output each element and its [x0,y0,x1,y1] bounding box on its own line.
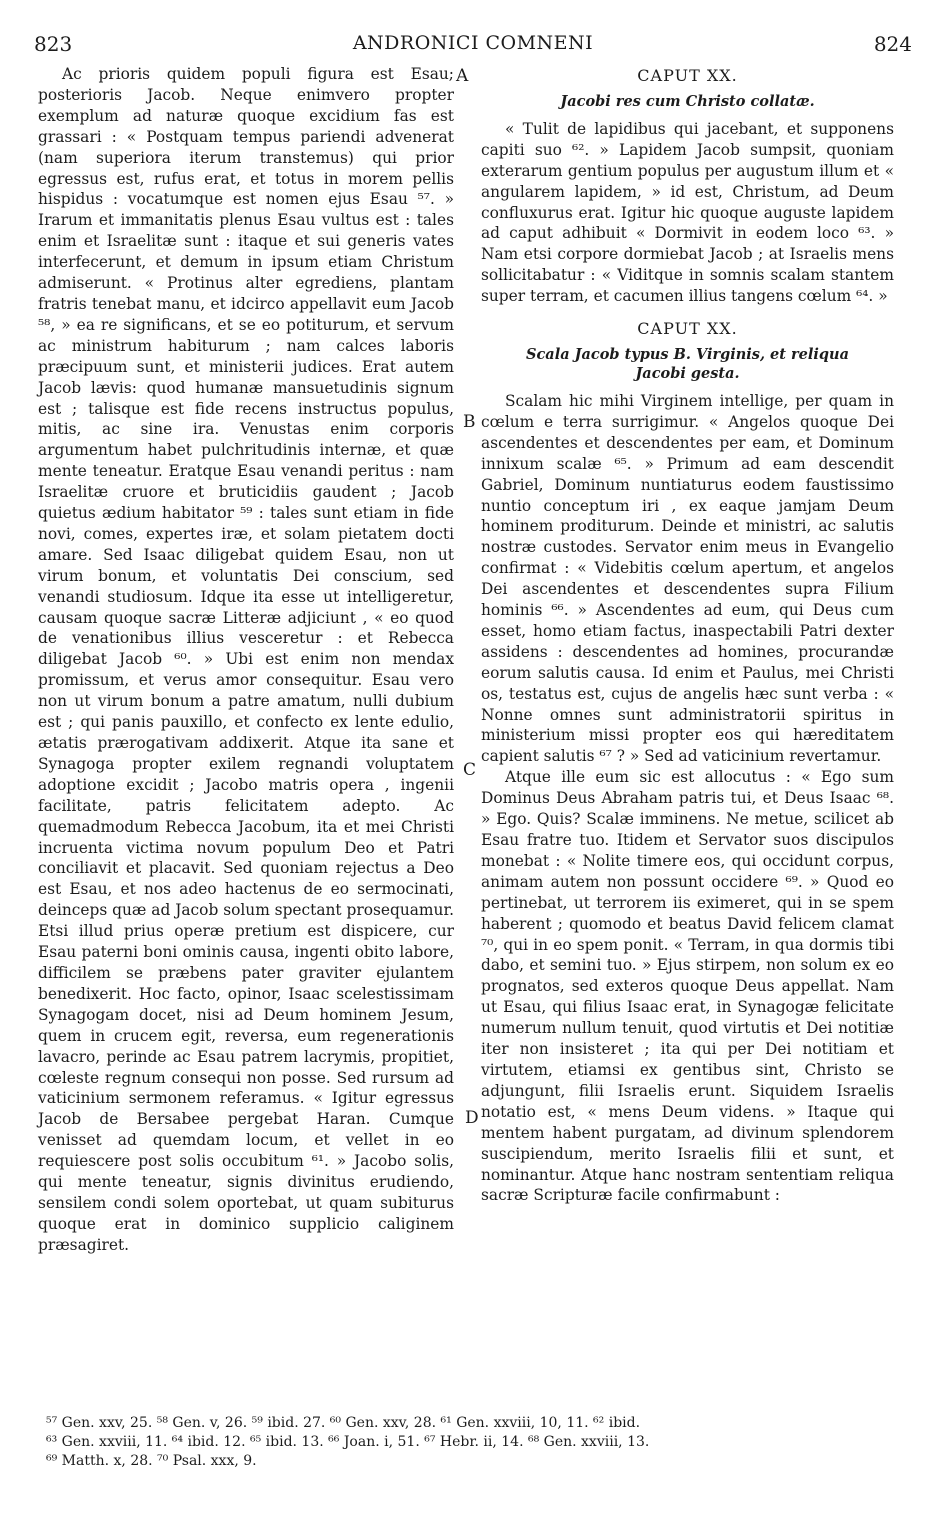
footnote-line: ⁶⁹ Matth. x, 28. ⁷⁰ Psal. xxx, 9. [46,1453,257,1469]
chapter-subtitle-line: Scala Jacob typus B. Virginis, et reliqua [526,345,849,363]
body-paragraph: « Tulit de lapidibus qui jacebant, et supponens capiti suo ⁶². » Lapidem Jacob sumpsit, quoniam exterarum gentium populus per augustum illum et « angularem lapidem, » id est, Christum, ad Deum confluxurus erat. Igitur hic quoque auguste lapidem ad caput adhibuit « Dormivit in eodem loco ⁶³. » Nam etsi corpore dormiebat Jacob ; at Israelis mens sollicitabatur : « Viditque in somnis scalam stantem super terram, et cacumen illius tangens cœlum ⁶⁴. » [481,119,894,306]
footnote-line: ⁵⁷ Gen. xxv, 25. ⁵⁸ Gen. v, 26. ⁵⁹ ibid. 27. ⁶⁰ Gen. xxv, 28. ⁶¹ Gen. xxviii, 10, 11. ⁶² ibid. [46,1415,641,1431]
chapter-heading: CAPUT XX. [637,66,738,85]
chapter-subtitle: Jacobi res cum Christo collatæ. [560,92,815,110]
body-paragraph: Scalam hic mihi Virginem intellige, per quam in cœlum e terra surrigimur. « Angelos quoque Dei ascendentes et descendentes per eam, et Dominum innixum scalæ ⁶⁵. » Primum ad eam descendit Gabriel, Dominum nuntiaturus eodem faustissimo nuntio conceptum iri , ex eaque jamjam Deum hominem proditurum. Deinde et ministri, ac salutis nostræ custodes. Servator enim meus in Evangelio confirmat : « Videbitis cœlum apertum, et angelos Dei ascendentes et descendentes supra Filium hominis ⁶⁶. » Ascendentes ad eum, qui Deus cum esset, homo etiam factus, inaspectabili Patri dexter assidens : descendentes ad homines, procurandæ eorum salutis causa. Id enim et Paulus, mei Christi os, testatus est, cujus de angelis hæc sunt verba : « Nonne omnes sunt administratorii spiritus in ministerium missi propter eos qui hæreditatem capient salutis ⁶⁷ ? » Sed ad vaticinium revertamur. [481,391,894,766]
margin-marker-a: A [456,66,469,86]
chapter-subtitle-line: Jacobi gesta. [635,364,740,382]
running-title: ANDRONICI COMNENI [352,32,594,54]
chapter-heading: CAPUT XX. [637,319,738,339]
left-column [38,64,454,1256]
page-number-right: 824 [873,32,912,56]
body-paragraph: Atque ille eum sic est allocutus : « Ego sum Dominus Deus Abraham patris tui, et Deus Isaac ⁶⁸. » Ego. Quis? Scalæ imminens. Ne metue, scilicet ab Esau fratre tuo. Itidem et Servator suos discipulos monebat : « Nolite timere eos, qui occidunt corpus, animam autem non possunt occidere ⁶⁹. » Quod eo pertinebat, ut terrorem iis eximeret, qui in se spem haberent ; quomodo et beatus David felicem clamat ⁷⁰, qui in eo spem ponit. « Terram, in qua dormis tibi dabo, et semini tuo. » Ejus stirpem, non solum ex eo prognatos, sed exteros quoque Deus appellat. Nam ut Esau, qui filius Isaac erat, in Synagogæ felicitate numerum nullum tenuit, quod virtutis et Dei notitiæ iter non insisteret ; ita qui per Dei notitiam et virtutem, etiamsi ex gentibus sint, Christo se adjungunt, filii Israelis erunt. Siquidem Israelis notatio est, « mens Deum videns. » Itaque qui mentem habent purgatam, ad divinum splendorem suscipiendum, merito Israelis filii et sunt, et nominantur. Atque hanc nostram sententiam reliqua sacræ Scripturæ facile confirmabunt : [481,768,894,1205]
chapter-subtitle [481,345,894,383]
margin-marker-c: C [463,760,477,780]
body-paragraph: Ac prioris quidem populi figura est Esau; posterioris Jacob. Neque enimvero propter exemplum ad naturæ quoque excidium fas est grassari : « Postquam tempus pariendi advenerat (nam superiora iterum transtemus) qui prior egressus est, rufus erat, et totus in morem pellis hispidus : vocatumque est nomen ejus Esau ⁵⁷. » Irarum et immanitatis plenus Esau vultus est : tales enim et Israelitæ sunt : itaque et sui generis vates interfecerunt, et demum in ipsum etiam Christum admiserunt. « Protinus alter egrediens, plantam fratris tenebat manu, et idcirco appellavit eum Jacob ⁵⁸, » ea re significans, et se eo potiturum, et servum ac ministrum habiturum ; nam calces laboris præcipuum sunt, et ministerii judices. Erat autem Jacob lævis: quod humanæ mansuetudinis signum est ; talisque est fide recens instructus populus, mitis, ac sine ira. Venustas enim corporis argumentum habet pulchritudinis internæ, et quæ mente teneatur. Eratque Esau venandi peritus : nam Israelitæ cruore et bruticidiis gaudent ; Jacob quietus ædium habitator ⁵⁹ : tales sunt etiam in fide novi, comes, expertes iræ, et solam pietatem docti amare. Sed Isaac diligebat quidem Esau, non ut virum bonum, et voluntatis Dei conscium, sed venandi studiosum. Idque ita esse ut intelligeretur, causam quoque sacræ Litteræ adjiciunt , « eo quod de venationibus illius vesceretur : et Rebecca diligebat Jacob ⁶⁰. » Ubi est enim non mendax promissum, et verus amor consequitur. Esau vero non ut virum bonum a patre amatum, nulli dubium est ; qui panis pauxillo, et confecto ex lente edulio, ætatis prærogativam addixerit. Atque ita sane et Synagoga propter exilem regnandi voluptatem adoptione excidit ; Jacobo matris opera , ingenii facilitate, patris felicitatem adepto. Ac quemadmodum Rebecca Jacobum, ita et mei Christi incruenta victima novum populum Deo et Patri conciliavit et placavit. Sed quoniam rejectus a Deo est Esau, et nos adeo hactenus de eo sermocinati, deinceps quæ ad Jacob solum spectant prosequamur. Etsi illud prius operæ pretium est dispicere, cur Esau paterni boni ominis causa, ingenti obito labore, difficilem se præbens pater graviter ejulantem benedixerit. Hoc facto, opinor, Isaac scelestissimam Synagogam docet, nisi ad Deum hominem Jesum, quem in crucem egit, reversa, eum regenerationis lavacro, perinde ac Esau patrem lacrymis, propitiet, cœleste regnum consequi non posse. Sed rursum ad vaticinium sermonem referamus. « Igitur egressus Jacob de Bersabee pergebat Haran. Cumque venisset ad quemdam locum, et vellet in eo requiescere post solis occubitum ⁶¹. » Jacobo solis, qui mente teneatur, signis divinitus erudiendo, sensilem condi solem oportebat, ut quam subiturus quoque erat in dominico supplicio caliginem præsagiret. [38,65,454,1254]
margin-marker-d: D [465,1108,479,1128]
footnotes [46,1414,906,1471]
right-column [481,64,894,1206]
margin-marker-b: B [463,412,476,432]
footnote-line: ⁶³ Gen. xxviii, 11. ⁶⁴ ibid. 12. ⁶⁵ ibid. 13. ⁶⁶ Joan. i, 51. ⁶⁷ Hebr. ii, 14. ⁶⁸ Gen. xxviii, 13. [46,1434,650,1450]
page-number-left: 823 [34,32,73,56]
running-header [34,32,912,62]
